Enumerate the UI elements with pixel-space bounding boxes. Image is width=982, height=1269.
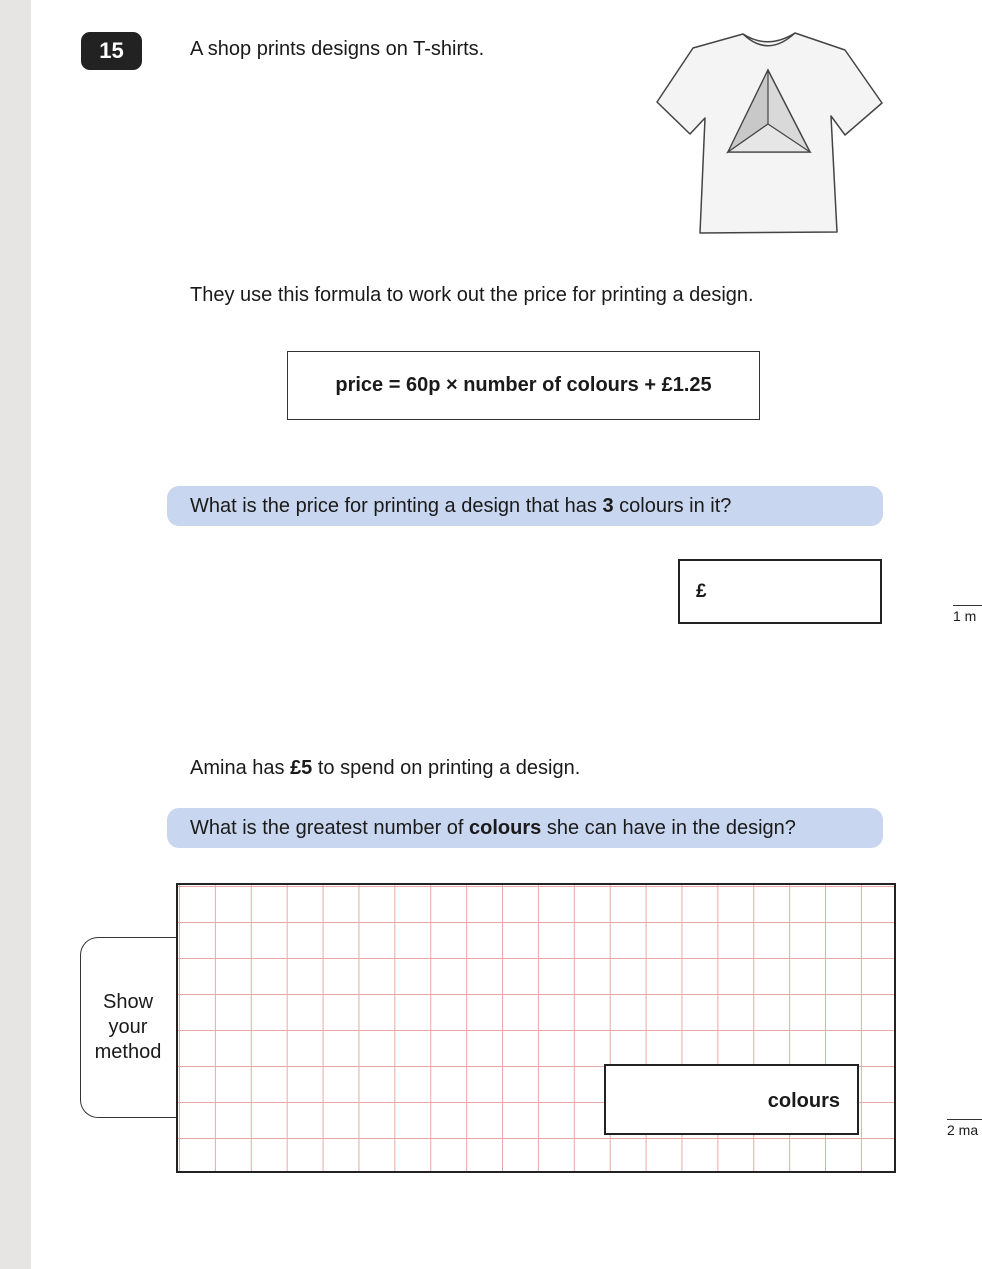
budget-amount: £5 bbox=[290, 757, 313, 779]
colours-word: colours bbox=[469, 817, 542, 839]
colours-answer-box[interactable] bbox=[604, 1064, 859, 1135]
marks-label-2: 2 ma bbox=[947, 1119, 982, 1138]
formula-intro: They use this formula to work out the price for printing a design. bbox=[190, 284, 754, 306]
question-intro: A shop prints designs on T-shirts. bbox=[190, 38, 485, 60]
tshirt-illustration bbox=[655, 28, 885, 240]
question-prompt-2: What is the greatest number of colours she can have in the design? bbox=[167, 808, 883, 848]
question-prompt-1: What is the price for printing a design that has 3 colours in it? bbox=[167, 486, 883, 526]
pound-sign: £ bbox=[696, 581, 707, 602]
price-answer-box[interactable] bbox=[678, 559, 882, 624]
colour-count: 3 bbox=[602, 495, 614, 517]
show-method-label: Show your method bbox=[94, 991, 162, 1063]
marks-label-1: 1 m bbox=[953, 605, 982, 624]
formula-box bbox=[287, 351, 760, 420]
formula-text: price = 60p × number of colours + £1.25 bbox=[335, 374, 712, 396]
question-number: 15 bbox=[81, 32, 142, 70]
amina-statement: Amina has £5 to spend on printing a design. bbox=[190, 757, 581, 779]
colours-unit-label: colours bbox=[767, 1090, 840, 1112]
page-edge bbox=[0, 0, 31, 1269]
